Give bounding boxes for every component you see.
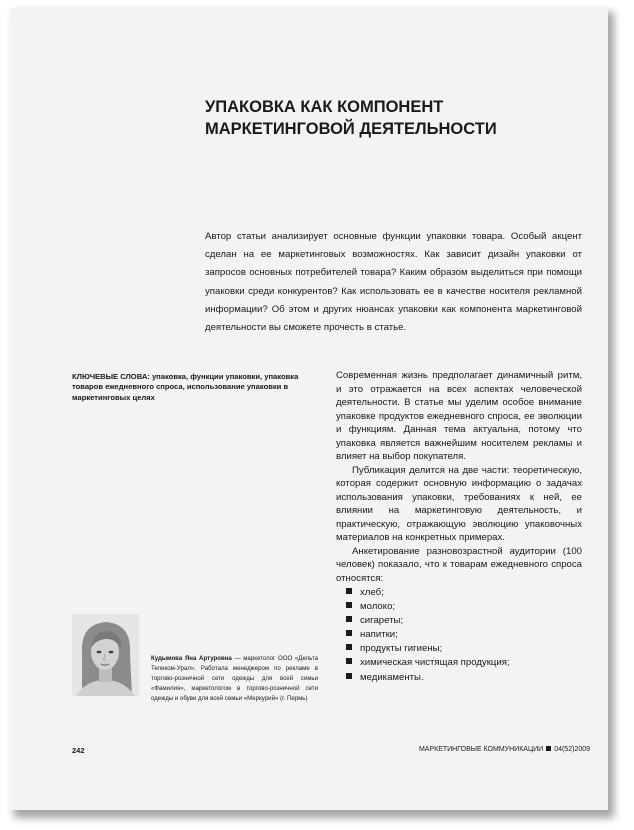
- list-item: сигареты;: [346, 614, 582, 628]
- list-item: напитки;: [346, 628, 582, 642]
- bullet-square-icon: [346, 616, 352, 622]
- article-title: УПАКОВКА КАК КОМПОНЕНТ МАРКЕТИНГОВОЙ ДЕЯТЕЛЬНОСТИ: [205, 98, 497, 138]
- bullet-square-icon: [346, 630, 352, 636]
- bullet-square-icon: [346, 644, 352, 650]
- journal-name: МАРКЕТИНГОВЫЕ КОММУНИКАЦИИ: [418, 746, 544, 753]
- list-item: продукты гигиены;: [346, 642, 582, 656]
- body-paragraph: Анкетирование разновозрастной аудитории (100 человек) показало, что к товарам ежедневного спроса относятся:: [336, 545, 582, 584]
- author-name: Кудымова Яна Артуровна: [151, 655, 232, 662]
- list-item: медикаменты.: [346, 671, 582, 685]
- author-bio: [151, 654, 318, 704]
- keywords: КЛЮЧЕВЫЕ СЛОВА: упаковка, функции упаковки, упаковка товаров ежедневного спроса, использование упаковки в маркетинговых целях: [72, 372, 299, 402]
- bullet-square-icon: [346, 588, 352, 594]
- author-photo: [72, 614, 139, 696]
- page-number: 242: [72, 746, 85, 755]
- bullet-square-icon: [346, 658, 352, 664]
- list-item: молоко;: [346, 600, 582, 614]
- article-body: [336, 369, 582, 685]
- body-paragraph: Публикация делится на две части: теоретическую, которая содержит основную информацию о задачах использования упаковки, требованиях к ней, ее влиянии на маркетинговую деятельность, и практическую, отражающую эволюцию упаковочных материалов на конкретных примерах.: [336, 464, 582, 543]
- separator-square-icon: [546, 746, 551, 751]
- bullet-square-icon: [346, 602, 352, 608]
- list-item: химическая чистящая продукция;: [346, 656, 582, 670]
- list-item: хлеб;: [346, 586, 582, 600]
- author-description: — маркетолог ООО «Дельта Телеком-Урал». Работала менеджером по рекламе в торгово-розничной сети одежды для всей семьи «Фамилия», маркетологом в торгово-розничной сети одежды и обуви для всей семьи «Меркурий» (г. Пермь): [151, 655, 318, 702]
- bullet-square-icon: [346, 673, 352, 679]
- article-abstract: Автор статьи анализирует основные функции упаковки товара. Особый акцент сделан на ее маркетинговых возможностях. Как зависит дизайн упаковки от запросов основных потребителей товара? Каким образом выделиться при помощи упаковки среди конкурентов? Как использовать ее в качестве носителя рекламной информации? Об этом и других нюансах упаковки как компонента маркетинговой деятельности вы сможете прочесть в статье.: [205, 231, 582, 334]
- journal-issue: 04(52)2009: [554, 746, 590, 753]
- consumer-goods-list: [336, 586, 582, 685]
- footer-journal: [419, 746, 590, 753]
- body-paragraph: Современная жизнь предполагает динамичный ритм, и это отражается на всех аспектах человеческой деятельности. В статье мы уделим особое внимание упаковке продуктов ежедневного спроса, ее эволюции и функциям. Данная тема актуальна, потому что упаковка является важнейшим носителем рекламы и влияет на выбор покупателя.: [336, 370, 582, 462]
